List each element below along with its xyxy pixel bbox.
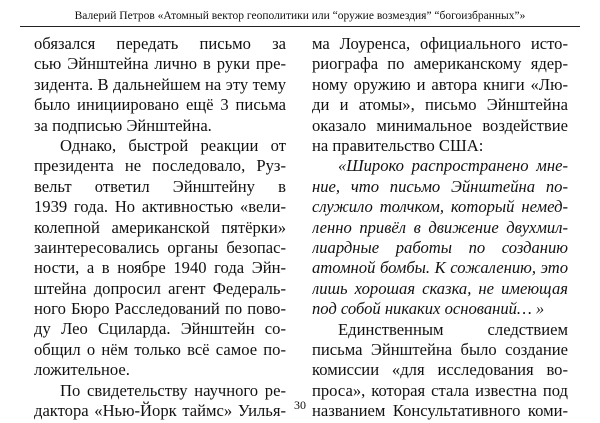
paragraph-1 (34, 34, 286, 136)
text-line: комиссии «для исследования во- (312, 360, 568, 380)
text-line: названием Консультативного коми- (312, 401, 568, 421)
text-line: Однако, быстрой реакции от (60, 135, 286, 155)
text-line: президента не последовало, Руз- (34, 156, 286, 176)
text-line: зидента. В дальнейшем на эту тему (34, 74, 286, 94)
text-line: По свидетельству научного ре- (60, 380, 286, 400)
text-line: вельт ответил Эйнштейну в (34, 176, 286, 196)
text-line: штейна допросил агент Федераль- (34, 278, 286, 298)
text-line: ного Бюро Расследований по пово- (34, 299, 286, 319)
text-line: ду Лео Сциларда. Эйнштейн со- (34, 319, 286, 339)
text-line: риографа по американскому ядер- (312, 54, 568, 74)
quote-line: «Широко распространено мне- (338, 156, 568, 176)
page-number: 30 (294, 398, 306, 412)
quote-line: служило толчком, который немед- (312, 197, 568, 217)
text-line: проса», которая стала известна под (312, 380, 568, 400)
quote-line: ние, что письмо Эйнштейна по- (312, 176, 568, 196)
text-line: ному оружию и автора книги «Лю- (312, 74, 568, 94)
text-line: письма Эйнштейна было создание (312, 339, 568, 359)
text-line: Единственным следствием (338, 319, 568, 339)
text-line: оказало минимальное воздействие (312, 115, 568, 135)
quote-line: под собой никаких оснований… » (312, 299, 545, 319)
text-line: 1939 года. Но активностью «вели- (34, 197, 286, 217)
text-line: сью Эйнштейна лично в руки пре- (34, 54, 286, 74)
text-line: на правительство США: (312, 135, 484, 155)
quote-line: лиардные работы по созданию (312, 237, 568, 257)
text-line: ди и атомы», письмо Эйнштейна (312, 95, 568, 115)
text-line: ности, а в ноябре 1940 года Эйн- (34, 258, 286, 278)
text-line: ма Лоуренса, официального исто- (312, 34, 568, 53)
quote-line: ленно привёл в движение двухмил- (312, 217, 568, 237)
text-line: дактора «Нью-Йорк таймс» Уилья- (34, 401, 286, 421)
text-line: ложительное. (34, 360, 130, 380)
left-column (34, 34, 286, 421)
text-line: общил о нём только всё самое по- (34, 339, 286, 359)
quote-line: лишь хорошая сказка, не имеющая (312, 278, 568, 298)
text-line: обязался передать письмо за (34, 34, 286, 53)
paragraph-2 (34, 136, 286, 381)
text-line: за подписью Эйнштейна. (34, 115, 212, 135)
text-line: колепной американской пятёрки» (34, 217, 286, 237)
quote-line: атомной бомбы. К сожалению, это (312, 258, 568, 278)
running-header: Валерий Петров «Атомный вектор геополитики или “оружие возмездия” “богоизбранных”» (20, 8, 580, 27)
quote-block (312, 156, 568, 319)
right-column (312, 34, 568, 421)
paragraph-4 (312, 34, 568, 156)
text-line: заинтересовались органы безопас- (34, 237, 286, 257)
text-line: было инициировано ещё 3 письма (34, 95, 286, 115)
